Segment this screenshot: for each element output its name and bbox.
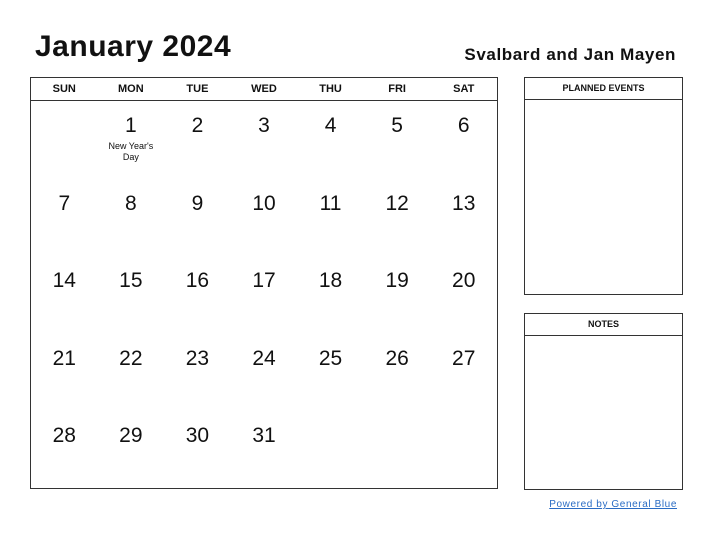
- page-title: January 2024: [35, 30, 232, 63]
- region-name: Svalbard and Jan Mayen: [464, 45, 676, 64]
- day-cell: [364, 179, 431, 257]
- day-number: 9: [191, 191, 204, 215]
- day-number: 20: [452, 269, 476, 293]
- day-number: 15: [119, 269, 143, 293]
- holiday-label: New Year's Day: [108, 141, 154, 162]
- day-number: 19: [385, 269, 409, 293]
- day-number: 17: [252, 269, 276, 293]
- day-number: 2: [191, 114, 204, 137]
- day-cell: [164, 179, 231, 257]
- day-cell: [231, 101, 298, 179]
- day-number: 11: [319, 191, 342, 215]
- day-number: 29: [119, 424, 143, 448]
- calendar-grid: [30, 77, 498, 489]
- day-number: 24: [252, 346, 276, 370]
- notes-panel: [524, 313, 683, 490]
- day-number: 31: [252, 424, 276, 448]
- weekday-label: SUN: [52, 83, 76, 95]
- day-cell: [31, 101, 98, 179]
- day-number: 18: [318, 269, 343, 293]
- weekday-header: [31, 78, 497, 101]
- weekday-label: FRI: [388, 83, 406, 95]
- day-cell: [164, 334, 231, 412]
- day-cell: [231, 334, 298, 412]
- day-cell: [31, 411, 98, 489]
- day-cell: [430, 334, 497, 412]
- day-number: 14: [52, 269, 76, 293]
- weekday-label: SAT: [453, 83, 475, 95]
- day-number: 26: [385, 346, 409, 370]
- day-cell: [297, 334, 364, 412]
- day-cell: [297, 411, 364, 489]
- day-number: 22: [119, 346, 143, 370]
- day-number: 8: [125, 191, 137, 215]
- day-number: 27: [452, 346, 476, 370]
- day-number: 7: [58, 191, 71, 215]
- notes-title: NOTES: [525, 314, 682, 336]
- day-cell: [98, 334, 165, 412]
- day-cell: [31, 334, 98, 412]
- day-number: 4: [324, 114, 337, 137]
- day-number: 12: [385, 191, 409, 215]
- day-cell: [430, 411, 497, 489]
- day-number: 25: [318, 346, 343, 370]
- day-number: 10: [252, 191, 276, 215]
- day-cell: [31, 256, 98, 334]
- day-cell: [31, 179, 98, 257]
- day-cell: [297, 101, 364, 179]
- day-cell: [364, 256, 431, 334]
- day-cell: [430, 101, 497, 179]
- day-number: 23: [185, 346, 210, 370]
- day-number: 28: [52, 424, 76, 448]
- day-cell: [364, 101, 431, 179]
- planned-events-title: PLANNED EVENTS: [525, 78, 682, 100]
- day-cell: [98, 256, 165, 334]
- powered-by-link[interactable]: Powered by General Blue: [549, 499, 677, 510]
- day-number: 5: [391, 114, 403, 137]
- weekday-label: MON: [118, 83, 144, 95]
- planned-events-panel: [524, 77, 683, 295]
- day-number: 21: [52, 346, 76, 370]
- day-cell: [98, 101, 165, 179]
- day-cell: [231, 179, 298, 257]
- weekday-label: WED: [251, 83, 277, 95]
- day-cell: [364, 334, 431, 412]
- day-cell: [164, 101, 231, 179]
- day-number: 6: [457, 114, 470, 137]
- day-cell: [231, 411, 298, 489]
- weekday-label: TUE: [186, 83, 209, 95]
- weekday-label: THU: [319, 83, 342, 95]
- day-cell: [231, 256, 298, 334]
- day-cell: [297, 256, 364, 334]
- day-cell: [430, 256, 497, 334]
- day-number: 13: [452, 191, 476, 215]
- day-cell: [98, 179, 165, 257]
- day-number: 1: [125, 114, 137, 137]
- day-number: 3: [258, 114, 270, 137]
- day-number: 16: [185, 269, 210, 293]
- day-cell: [364, 411, 431, 489]
- day-cell: [430, 179, 497, 257]
- day-cell: [164, 256, 231, 334]
- day-cell: [98, 411, 165, 489]
- day-cell: [297, 179, 364, 257]
- day-cell: [164, 411, 231, 489]
- calendar-days: [31, 101, 497, 489]
- day-number: 30: [185, 424, 210, 448]
